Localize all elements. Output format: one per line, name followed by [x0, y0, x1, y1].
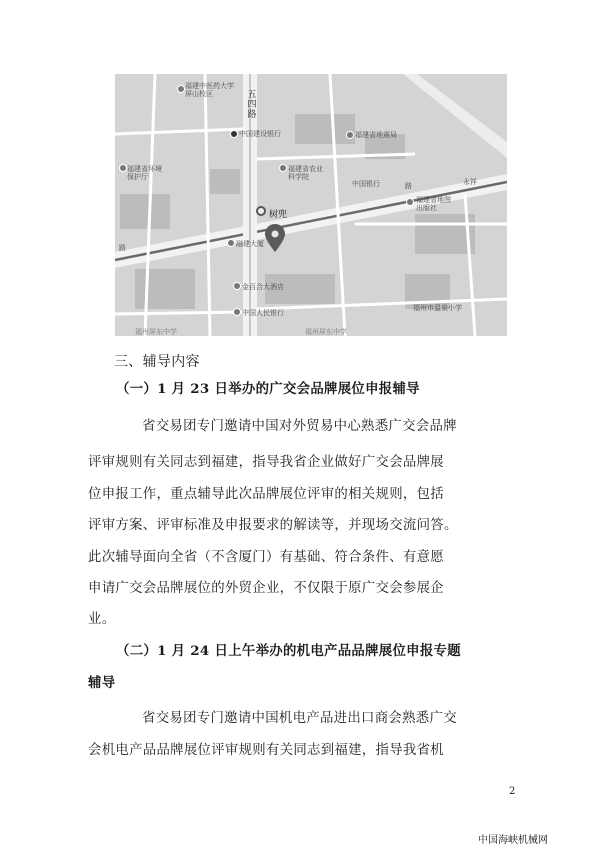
poi-dot: [119, 164, 127, 172]
poi-dot: [406, 198, 414, 206]
map-label-ccb: 中国建设银行: [239, 130, 281, 138]
map-label-boc: 中国银行: [352, 180, 380, 188]
para1-line-1: 省交易团专门邀请中国对外贸易中心熟悉广交会品牌: [142, 419, 457, 434]
map-label-agri: 福建省农业 科学院: [288, 165, 323, 181]
map-label-road-right: 路: [405, 182, 412, 190]
map-label-shuqian: 树兜: [269, 210, 288, 220]
map-label-environment: 福建省环境 保护厅: [127, 165, 162, 181]
para1-line-6: 申请广交会品牌展位的外贸企业，不仅限于原广交会参展企: [88, 581, 444, 596]
subheading-2-line-1: （二）1 月 24 日上午举办的机电产品品牌展位申报专题: [116, 643, 461, 659]
section-title: 三、辅导内容: [114, 354, 200, 370]
poi-dot: [346, 131, 354, 139]
map-label-school: 福州市温泉小学: [413, 304, 462, 312]
map-label-geology: 福建省地震局: [355, 131, 397, 139]
poi-dot: [233, 282, 241, 290]
map-label-bottom-right: 福州屏东中学: [305, 328, 347, 336]
map-label-road-left: 路: [119, 244, 126, 252]
poi-dot: [279, 164, 287, 172]
map-label-university: 福建中医药大学 屏山校区: [185, 82, 234, 98]
map-label-wusi-road: 五 四 路: [247, 90, 257, 120]
para1-line-3: 位申报工作，重点辅导此次品牌展位评审的相关规则，包括: [88, 487, 444, 502]
map-label-pbc: 中国人民银行: [242, 309, 284, 317]
para1-line-4: 评审方案、评审标准及申报要求的解读等，并现场交流问答。: [88, 518, 458, 533]
para1-line-7: 业。: [88, 612, 116, 627]
poi-dot: [227, 239, 235, 247]
poi-dot: [177, 85, 185, 93]
para2-line-1: 省交易团专门邀请中国机电产品进出口商会熟悉广交: [142, 711, 457, 726]
watermark: 中国海峡机械网: [478, 835, 548, 846]
para1-line-2: 评审规则有关同志到福建，指导我省企业做好广交会品牌展: [88, 455, 444, 470]
map-label-map-press: 福建省地图 出版社: [416, 196, 451, 212]
subheading-2-line-2: 辅导: [88, 675, 116, 691]
para2-line-2: 会机电产品品牌展位评审规则有关同志到福建，指导我省机: [88, 743, 444, 758]
page-number: 2: [509, 786, 516, 797]
map-label-bottom-left: 福州屏东中学: [135, 328, 177, 336]
subheading-1: （一）1 月 23 日举办的广交会品牌展位申报辅导: [116, 381, 420, 397]
map-label-yongxi: 永祥: [463, 178, 477, 186]
para1-line-5: 此次辅导面向全省（不含厦门）有基础、符合条件、有意愿: [88, 550, 444, 565]
map-label-jinbaihe: 金百合大酒店: [242, 283, 284, 291]
poi-dot: [230, 130, 238, 138]
map-label-rongjian: 融建大厦: [236, 240, 264, 248]
poi-dot: [233, 308, 241, 316]
location-map: [115, 74, 507, 336]
